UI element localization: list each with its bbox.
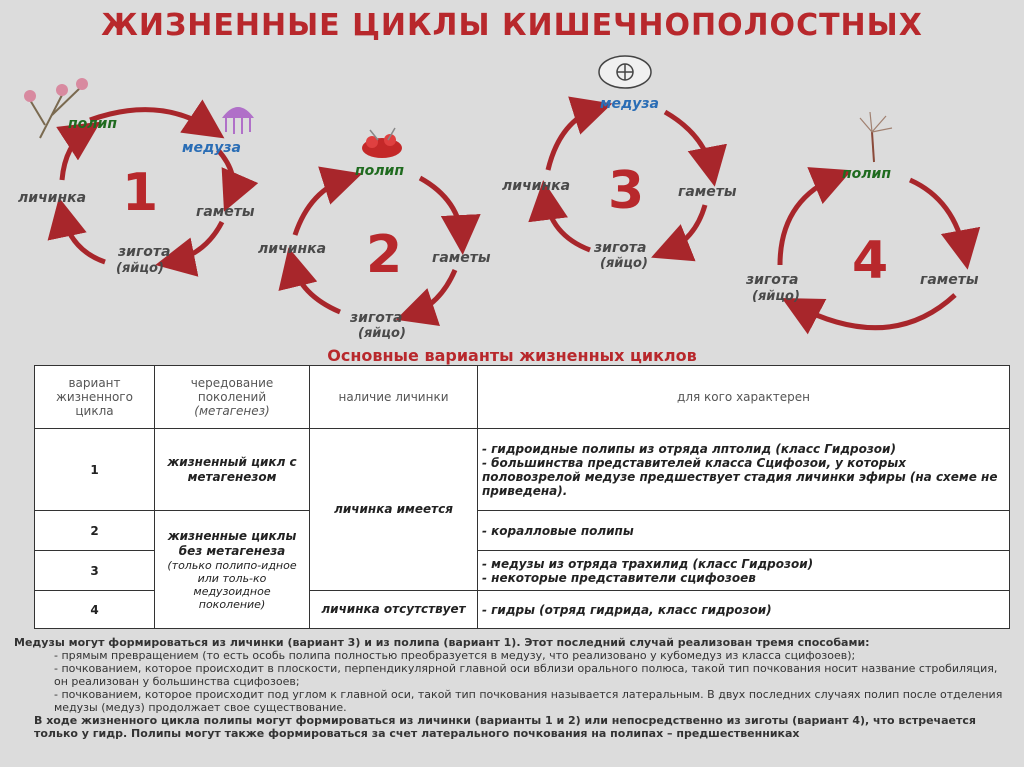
header-alternation-sub: (метагенез) [194, 404, 270, 418]
table-caption: Основные варианты жизненных циклов [327, 346, 697, 365]
arrow-3-zygote-larva [545, 195, 590, 250]
arrow-3-gametes-zygote [665, 205, 705, 252]
alternation-without-metagenesis [155, 511, 310, 629]
label-zygote-3: зигота [594, 240, 647, 256]
label-gametes-3: гаметы [678, 184, 737, 200]
label-zygote-1: зигота [118, 244, 171, 260]
label-egg-1: (яйцо) [116, 261, 164, 276]
whom-row-1 [478, 429, 1010, 511]
label-polyp-1: полип [68, 116, 118, 132]
label-egg-4: (яйцо) [752, 289, 800, 304]
arrow-1-zygote-larva [62, 212, 105, 262]
row-number-2: 2 [35, 511, 155, 551]
cycle-number-4: 4 [852, 231, 889, 291]
arrow-2-zygote-larva [292, 262, 340, 312]
medusa-3-illustration [599, 56, 651, 88]
label-larva-2: личинка [258, 241, 327, 257]
table-row [35, 429, 1010, 511]
list-item: - коралловые полипы [482, 523, 634, 538]
row-number-4: 4 [35, 591, 155, 629]
list-item: - большинства представителей класса Сцифозои, у которых половозрелой медузе предшествует стадия личинки эфиры (на схеме не приведена). [482, 455, 998, 498]
arrow-4-gametes-zygote [795, 295, 955, 328]
whom-row-4 [478, 591, 1010, 629]
cycle-number-3: 3 [608, 161, 645, 221]
arrow-4-zygote-polyp [780, 176, 838, 265]
alternation-with-metagenesis: жизненный цикл с метагенезом [155, 429, 310, 511]
arrow-3-medusa-gametes [665, 112, 712, 172]
hydra-illustration [860, 112, 892, 162]
note-paragraph: В ходе жизненного цикла полипы могут формироваться из личинки (варианты 1 и 2) или непосредственно из зиготы (вариант 4), что встречается только у гидр. Полипы могут также формироваться за счет латерального почкования на полипах – предшественниках [34, 714, 976, 740]
note-paragraph: - почкованием, которое происходит под углом к главной оси, такой тип почкования называется латеральным. В двух последних случаях полип после отделения медузы (медуз) продолжает свое существование. [54, 688, 1003, 714]
table-header-row [35, 366, 1010, 429]
label-medusa-1: медуза [182, 140, 241, 156]
header-variant: вариант жизненного цикла [35, 366, 155, 429]
arrow-3-larva-medusa [548, 108, 598, 170]
list-item: - некоторые представители сцифозоев [482, 570, 756, 585]
note-paragraph: - почкованием, которое происходит в плоскости, перпендикулярной главной оси вблизи орального полюса, такой тип почкования носит название стробиляция, он реализован у большинства сцифозоев; [54, 662, 998, 688]
list-item: - гидры (отряд гидрида, класс гидрозои) [482, 602, 772, 617]
label-zygote-2: зигота [350, 310, 403, 326]
arrow-2-larva-polyp [295, 178, 348, 235]
note-paragraph: Медузы могут формироваться из личинки (вариант 3) и из полипа (вариант 1). Этот последний случай реализован тремя способами: [14, 636, 870, 649]
header-alternation [155, 366, 310, 429]
label-zygote-4: зигота [746, 272, 799, 288]
label-gametes-2: гаметы [432, 250, 491, 266]
arrow-1-medusa-gametes [218, 150, 233, 198]
medusa-1-illustration [222, 107, 254, 134]
larva-absent: личинка отсутствует [310, 591, 478, 629]
alternation-without-note: (только полипо-идное или толь-ко медузоидное поколение) [167, 558, 297, 611]
larva-present: личинка имеется [310, 429, 478, 591]
list-item: - гидроидные полипы из отряда лптолид (класс Гидрозои) [482, 441, 896, 456]
header-whom: для кого характерен [478, 366, 1010, 429]
label-larva-1: личинка [18, 190, 87, 206]
coral-polyp-illustration [362, 128, 402, 158]
alternation-without-label: жизненные циклы без метагенеза [167, 528, 297, 558]
row-number-1: 1 [35, 429, 155, 511]
whom-row-3 [478, 551, 1010, 591]
cycle-number-2: 2 [366, 225, 403, 285]
life-cycle-variants-table [34, 365, 1010, 629]
table-row [35, 511, 1010, 551]
label-polyp-4: полип [842, 166, 892, 182]
label-gametes-4: гаметы [920, 272, 979, 288]
arrow-4-polyp-gametes [910, 180, 965, 255]
cycle-1 [18, 78, 255, 276]
header-larva: наличие личинки [310, 366, 478, 429]
arrow-2-gametes-zygote [410, 270, 455, 315]
label-medusa-3: медуза [600, 96, 659, 112]
label-larva-3: личинка [502, 178, 571, 194]
arrow-2-polyp-gametes [420, 178, 462, 240]
note-paragraph: - прямым превращением (то есть особь полипа полностью преобразуется в медузу, что реализовано у кубомедуз из класса сцифозоев); [54, 649, 856, 662]
explanatory-notes [14, 636, 1010, 740]
header-alternation-main: чередование поколений [190, 376, 274, 404]
cycle-number-1: 1 [122, 163, 159, 223]
page-title: ЖИЗНЕННЫЕ ЦИКЛЫ КИШЕЧНОПОЛОСТНЫХ [101, 8, 923, 43]
row-number-3: 3 [35, 551, 155, 591]
cycle-4 [745, 112, 979, 328]
arrow-1-larva-polyp [62, 130, 88, 180]
label-gametes-1: гаметы [196, 204, 255, 220]
life-cycle-diagrams [0, 0, 1024, 345]
cycle-2 [258, 128, 491, 341]
label-polyp-2: полип [355, 163, 405, 179]
whom-row-2 [478, 511, 1010, 551]
label-egg-2: (яйцо) [358, 326, 406, 341]
label-egg-3: (яйцо) [600, 256, 648, 271]
arrow-1-gametes-zygote [170, 222, 222, 262]
list-item: - медузы из отряда трахилид (класс Гидрозои) [482, 556, 814, 571]
cycle-3 [502, 56, 737, 271]
